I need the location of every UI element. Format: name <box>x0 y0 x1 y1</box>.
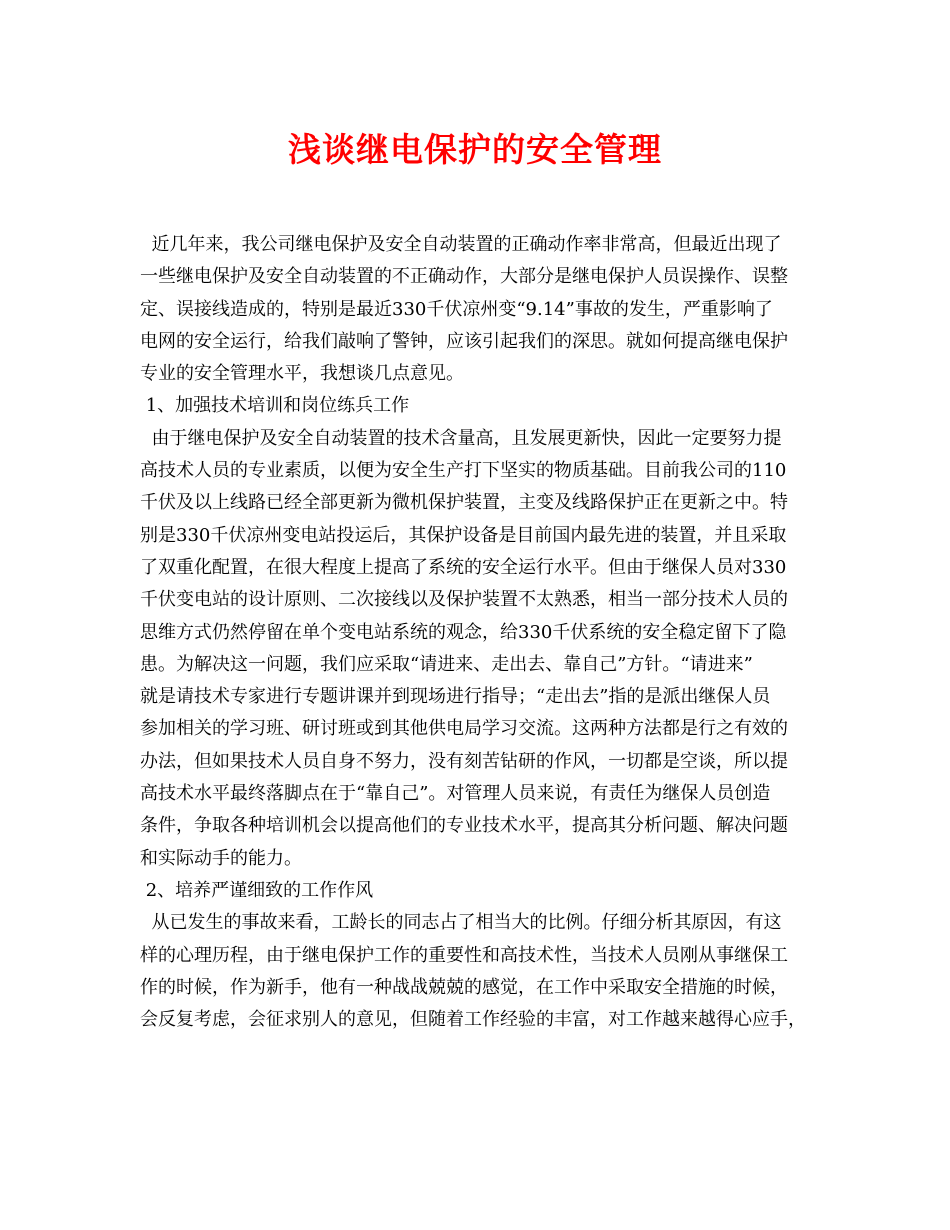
body-text-line: 样的心理历程，由于继电保护工作的重要性和高技术性，当技术人员刚从事继保工 <box>140 944 788 966</box>
body-text-line: 和实际动手的能力。 <box>140 847 302 869</box>
body-text-line: 从已发生的事故来看，工龄长的同志占了相当大的比例。仔细分析其原因，有这 <box>140 912 782 934</box>
body-text-line: 一些继电保护及安全自动装置的不正确动作，大部分是继电保护人员误操作、误整 <box>140 266 788 288</box>
body-text-line: 电网的安全运行，给我们敲响了警钟，应该引起我们的深思。就如何提高继电保护 <box>140 330 788 352</box>
body-text-line: 高技术人员的专业素质，以便为安全生产打下坚实的物质基础。目前我公司的110 <box>140 460 787 482</box>
body-text-line: 办法，但如果技术人员自身不努力，没有刻苦钻研的作风，一切都是空谈，所以提 <box>140 750 788 772</box>
body-text-line: 参加相关的学习班、研讨班或到其他供电局学习交流。这两种方法都是行之有效的 <box>140 718 788 740</box>
body-text-line: 作的时候，作为新手，他有一种战战兢兢的感觉，在工作中采取安全措施的时候， <box>140 976 788 998</box>
body-text-line: 近几年来，我公司继电保护及安全自动装置的正确动作率非常高，但最近出现了 <box>140 234 782 255</box>
body-text-line: 千伏及以上线路已经全部更新为微机保护装置，主变及线路保护正在更新之中。特 <box>140 492 788 514</box>
body-text-line: 了双重化配置，在很大程度上提高了系统的安全运行水平。但由于继保人员对330 <box>140 556 787 578</box>
body-text-line: 高技术水平最终落脚点在于“靠自己”。对管理人员来说，有责任为继保人员创造 <box>140 783 771 805</box>
body-text-line: 思维方式仍然停留在单个变电站系统的观念，给330千伏系统的安全稳定留下了隐 <box>140 621 787 643</box>
body-text-line: 由于继电保护及安全自动装置的技术含量高，且发展更新快，因此一定要努力提 <box>140 427 782 449</box>
document-body <box>140 229 820 1036</box>
body-text-line: 别是330千伏凉州变电站投运后，其保护设备是目前国内最先进的装置，并且采取 <box>140 524 787 546</box>
section-heading: 2、培养严谨细致的工作作风 <box>140 879 374 901</box>
section-heading: 1、加强技术培训和岗位练兵工作 <box>140 395 410 417</box>
body-text-line: 条件，争取各种培训机会以提高他们的专业技术水平，提高其分析问题、解决问题 <box>140 815 788 837</box>
body-text-line: 就是请技术专家进行专题讲课并到现场进行指导；“走出去”指的是派出继保人员 <box>140 686 771 708</box>
body-text-line: 会反复考虑，会征求别人的意见，但随着工作经验的丰富，对工作越来越得心应手， <box>140 1009 806 1031</box>
body-text-line: 定、误接线造成的，特别是最近330千伏凉州变“9.14”事故的发生，严重影响了 <box>140 298 773 320</box>
body-text-line: 患。为解决这一问题，我们应采取“请进来、走出去、靠自己”方针。“请进来” <box>140 653 753 675</box>
body-text-line: 千伏变电站的设计原则、二次接线以及保护装置不太熟悉，相当一部分技术人员的 <box>140 589 788 611</box>
body-text-line: 专业的安全管理水平，我想谈几点意见。 <box>140 363 464 385</box>
document-title: 浅谈继电保护的安全管理 <box>288 130 662 169</box>
